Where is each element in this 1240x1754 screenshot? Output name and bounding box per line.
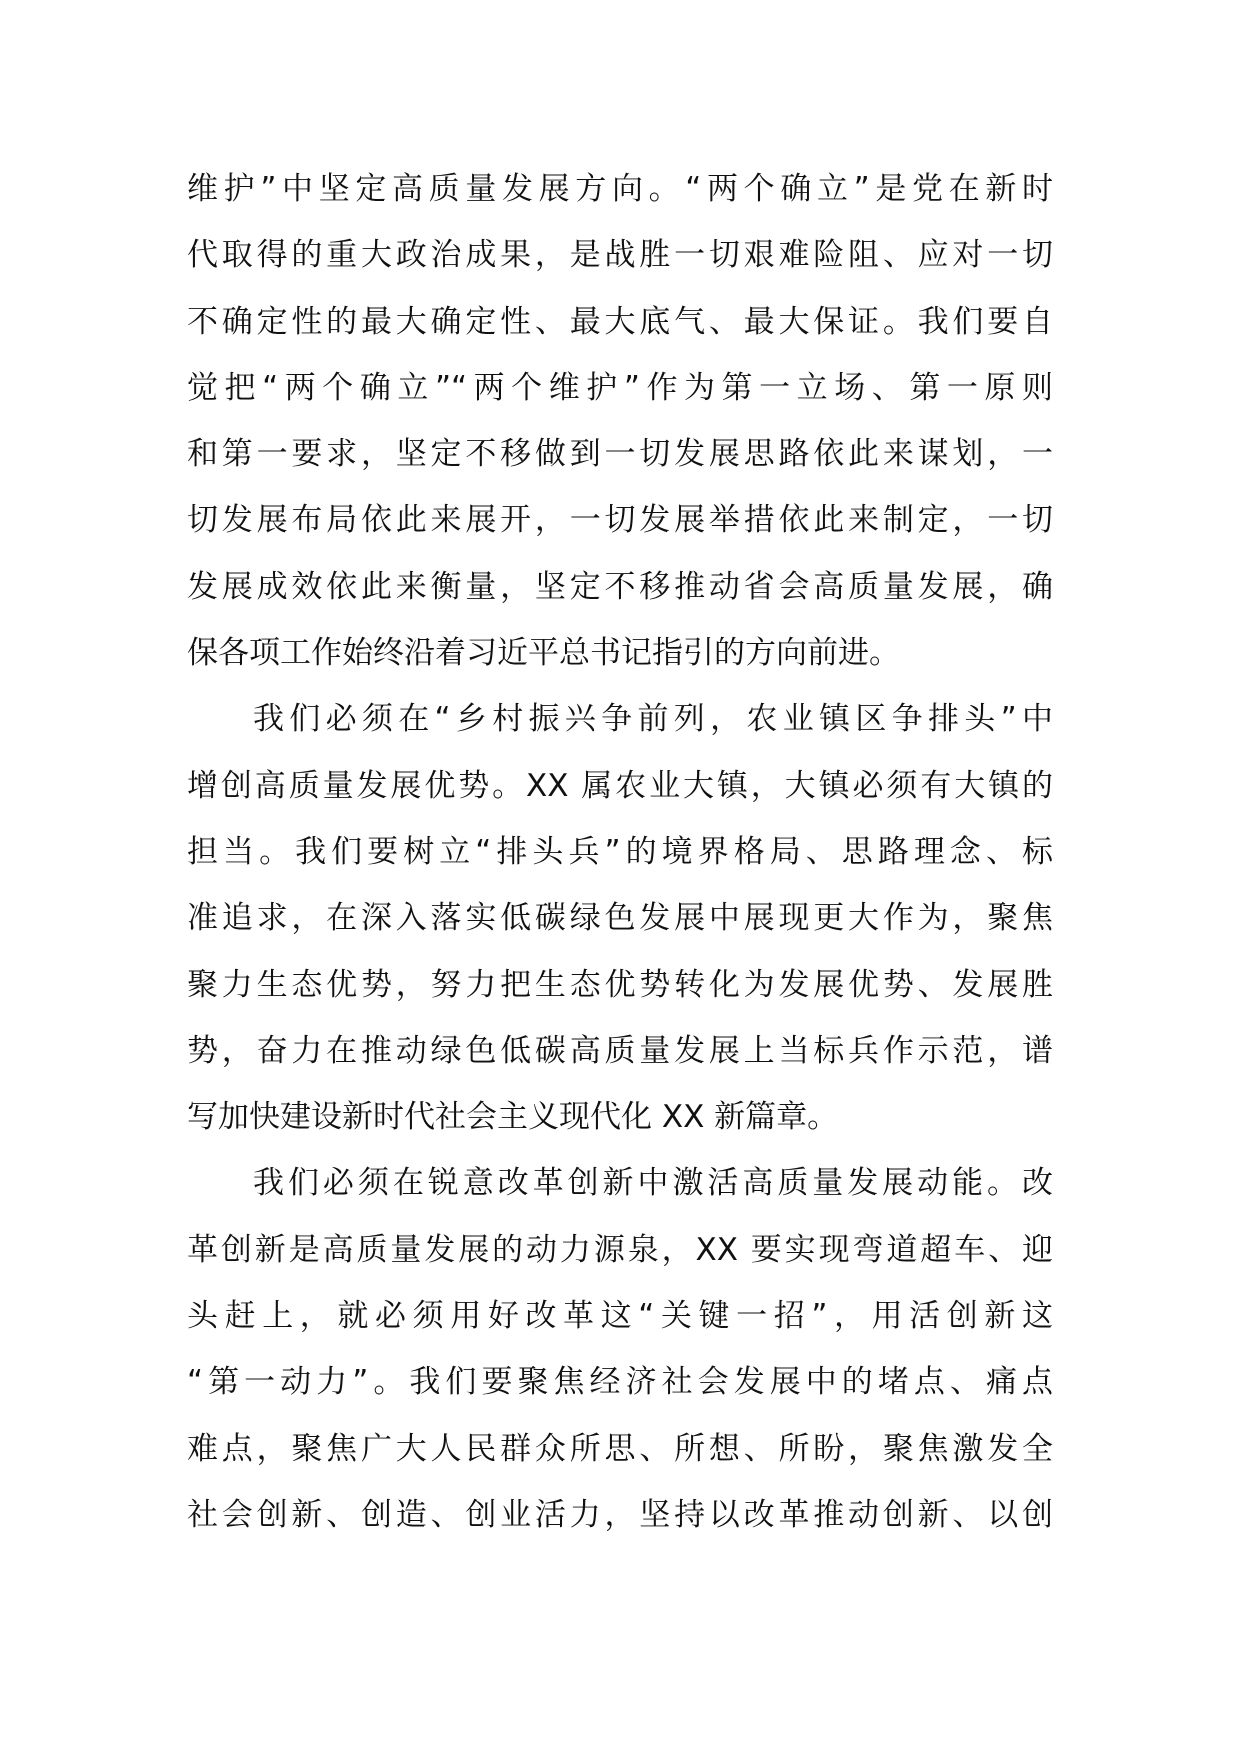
- paragraph-1-line-6: 切发展布局依此来展开，一切发展举措依此来制定，一切: [187, 502, 1053, 539]
- paragraph-1-line-8: 保各项工作始终沿着习近平总书记指引的方向前进。: [187, 635, 900, 672]
- paragraph-1-line-3: 不确定性的最大确定性、最大底气、最大保证。我们要自: [187, 303, 1053, 340]
- paragraph-2-line-5: 聚力生态优势，努力把生态优势转化为发展优势、发展胜: [187, 966, 1053, 1003]
- paragraph-3-line-6: 社会创新、创造、创业活力，坚持以改革推动创新、以创: [187, 1496, 1053, 1533]
- paragraph-2-line-1: 我们必须在“乡村振兴争前列，农业镇区争排头”中: [253, 701, 1053, 738]
- paragraph-3-line-3: 头赶上，就必须用好改革这“关键一招”，用活创新这: [187, 1298, 1053, 1335]
- paragraph-1-line-4: 觉把“两个确立”“两个维护”作为第一立场、第一原则: [187, 369, 1053, 406]
- paragraph-1-line-7: 发展成效依此来衡量，坚定不移推动省会高质量发展，确: [187, 568, 1053, 605]
- document-body: [187, 156, 1053, 1548]
- paragraph-1-line-2: 代取得的重大政治成果，是战胜一切艰难险阻、应对一切: [187, 237, 1053, 274]
- paragraph-1-line-1: 维护”中坚定高质量发展方向。“两个确立”是党在新时: [187, 171, 1053, 207]
- paragraph-3-line-2: 革创新是高质量发展的动力源泉，XX 要实现弯道超车、迎: [187, 1231, 1053, 1268]
- paragraph-2-line-3: 担当。我们要树立“排头兵”的境界格局、思路理念、标: [187, 833, 1053, 870]
- paragraph-3-line-1: 我们必须在锐意改革创新中激活高质量发展动能。改: [253, 1165, 1053, 1202]
- paragraph-2-line-4: 准追求，在深入落实低碳绿色发展中展现更大作为，聚焦: [187, 900, 1053, 937]
- paragraph-2-line-2: 增创高质量发展优势。XX 属农业大镇，大镇必须有大镇的: [187, 767, 1053, 804]
- paragraph-3-line-5: 难点，聚焦广大人民群众所思、所想、所盼，聚焦激发全: [187, 1430, 1053, 1467]
- paragraph-2-line-7: 写加快建设新时代社会主义现代化 XX 新篇章。: [187, 1099, 839, 1136]
- paragraph-3-line-4: “第一动力”。我们要聚焦经济社会发展中的堵点、痛点: [187, 1364, 1053, 1401]
- paragraph-1-line-5: 和第一要求，坚定不移做到一切发展思路依此来谋划，一: [187, 436, 1053, 473]
- paragraph-2-line-6: 势，奋力在推动绿色低碳高质量发展上当标兵作示范，谱: [187, 1032, 1053, 1069]
